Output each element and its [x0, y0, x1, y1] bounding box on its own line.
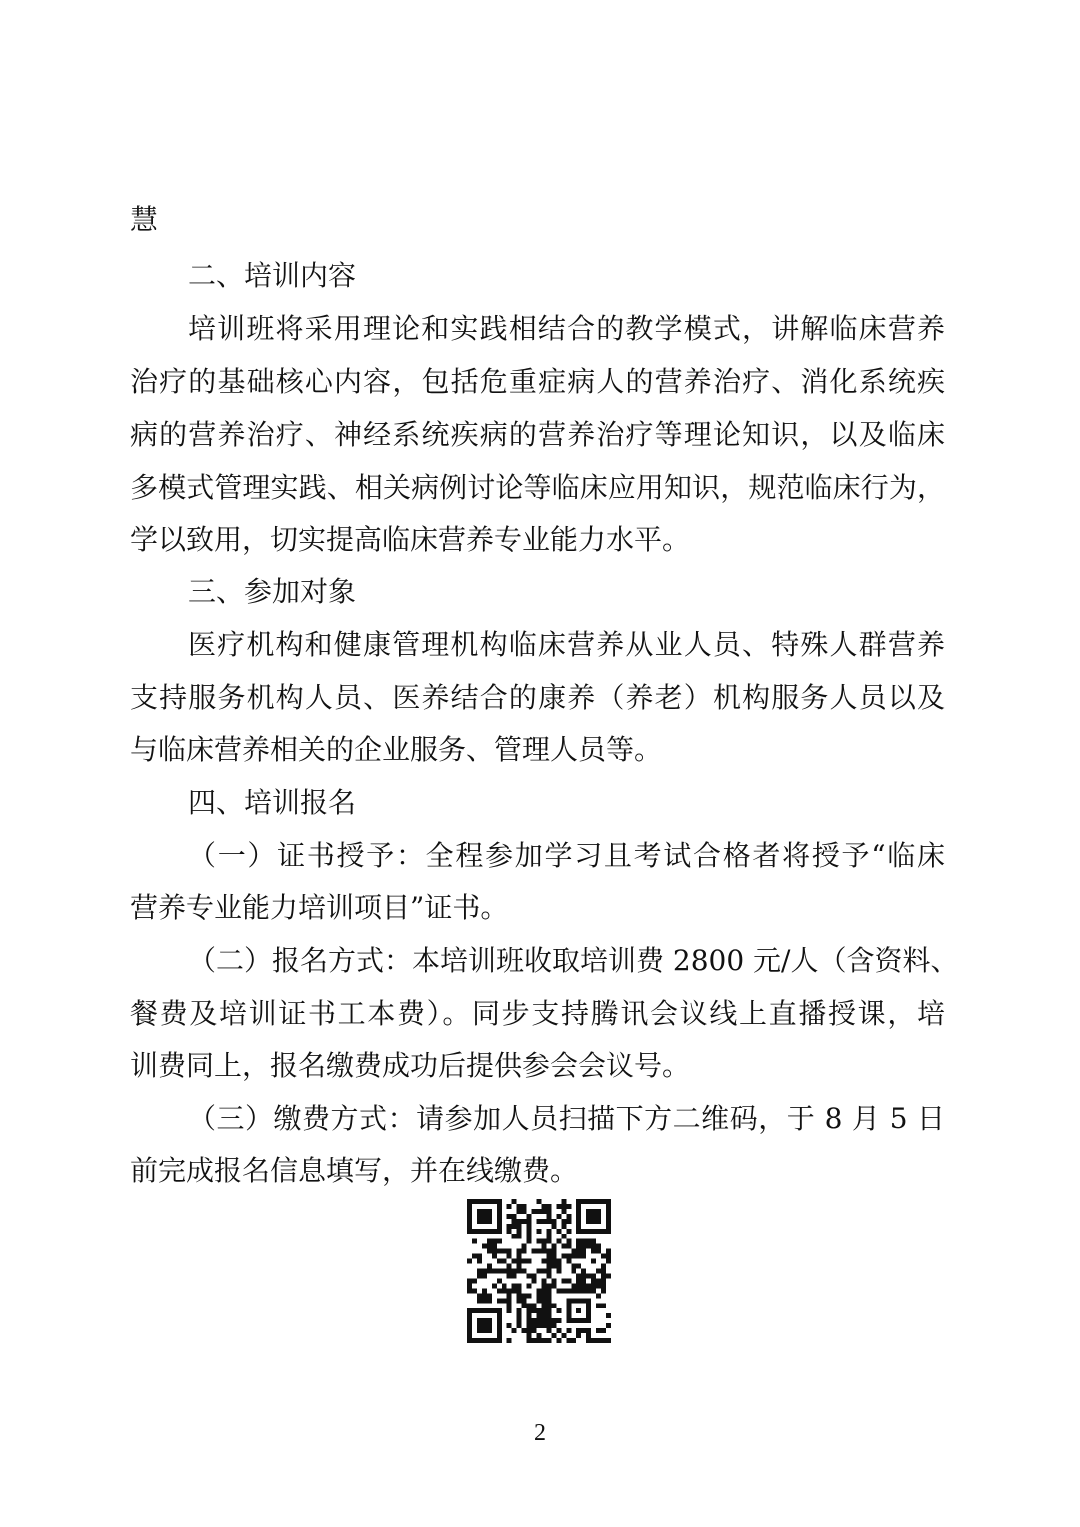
paragraph-line: （二）报名方式：本培训班收取培训费 2800 元/人（含资料、	[188, 944, 959, 977]
paragraph-line: 支持服务机构人员、医养结合的康养（养老）机构服务人员以及	[130, 681, 945, 714]
paragraph-line: 餐费及培训证书工本费）。同步支持腾讯会议线上直播授课，培	[130, 997, 945, 1030]
fragment-line: 慧	[130, 203, 159, 236]
paragraph-line: 培训班将采用理论和实践相结合的教学模式，讲解临床营养	[188, 312, 945, 345]
paragraph-line: 学以致用，切实提高临床营养专业能力水平。	[130, 523, 691, 556]
section-heading-training-content: 二、培训内容	[188, 259, 357, 292]
paragraph-line: （三）缴费方式：请参加人员扫描下方二维码，于 8 月 5 日	[188, 1102, 945, 1135]
paragraph-line: 医疗机构和健康管理机构临床营养从业人员、特殊人群营养	[188, 628, 945, 661]
paragraph-line: 训费同上，报名缴费成功后提供参会会议号。	[130, 1049, 691, 1082]
paragraph-line: （一）证书授予：全程参加学习且考试合格者将授予“临床	[188, 839, 945, 872]
paragraph-line: 病的营养治疗、神经系统疾病的营养治疗等理论知识，以及临床	[130, 418, 945, 451]
paragraph-line: 营养专业能力培训项目”证书。	[130, 891, 509, 924]
section-heading-participants: 三、参加对象	[188, 575, 357, 608]
paragraph-line: 治疗的基础核心内容，包括危重症病人的营养治疗、消化系统疾	[130, 365, 945, 398]
section-heading-registration: 四、培训报名	[188, 786, 357, 819]
paragraph-line: 与临床营养相关的企业服务、管理人员等。	[130, 733, 663, 766]
registration-qr-code[interactable]	[467, 1199, 611, 1343]
paragraph-line: 前完成报名信息填写，并在线缴费。	[130, 1154, 579, 1187]
paragraph-line: 多模式管理实践、相关病例讨论等临床应用知识，规范临床行为，	[130, 471, 945, 504]
page-number: 2	[534, 1420, 546, 1446]
